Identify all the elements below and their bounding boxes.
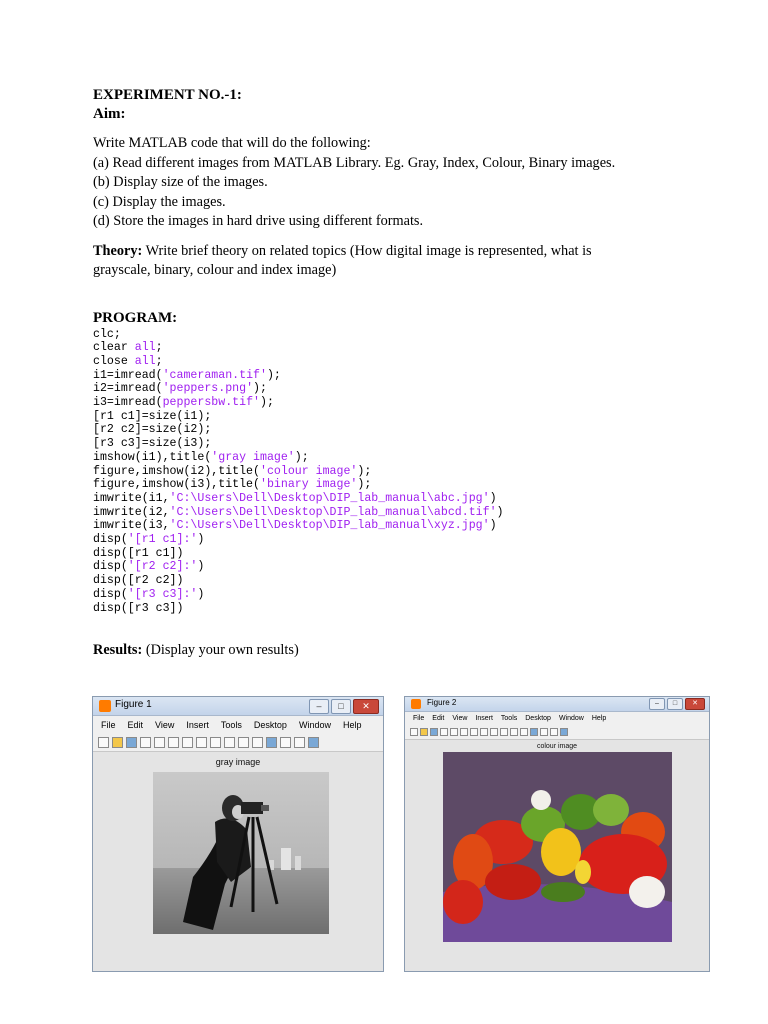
minimize-button[interactable]: – xyxy=(649,698,665,710)
axes-title-colour: colour image xyxy=(536,743,578,750)
zoom-in-icon[interactable] xyxy=(168,737,179,748)
code-line xyxy=(93,382,733,396)
menu-edit[interactable]: Edit xyxy=(127,719,144,730)
cameraman-image xyxy=(153,772,329,934)
brush-icon[interactable] xyxy=(510,728,518,736)
code-text: ); xyxy=(253,382,267,396)
code-text: imwrite(i3, xyxy=(93,519,170,533)
link-icon[interactable] xyxy=(520,728,528,736)
code-text: [r3 c3]=size(i3); xyxy=(93,437,212,451)
code-text: [r1 c1]=size(i1); xyxy=(93,409,212,423)
colorbar-icon[interactable] xyxy=(266,737,277,748)
code-text: ); xyxy=(357,478,372,492)
code-line xyxy=(93,519,733,533)
code-text: ; xyxy=(155,341,163,355)
theory-paragraph xyxy=(93,242,733,262)
menu-tools[interactable]: Tools xyxy=(220,719,242,730)
open-file-icon[interactable] xyxy=(420,728,428,736)
figure-1-titlebar[interactable] xyxy=(93,697,383,716)
code-line xyxy=(93,451,733,465)
figure-2-toolbar xyxy=(405,725,709,740)
code-line xyxy=(93,465,733,479)
code-text: ) xyxy=(496,505,504,519)
save-icon[interactable] xyxy=(430,728,438,736)
pan-icon[interactable] xyxy=(480,728,488,736)
figure-1-toolbar xyxy=(93,733,383,752)
code-string: 'cameraman.tif' xyxy=(162,368,267,382)
code-line xyxy=(93,574,733,588)
code-text: figure,imshow(i3),title( xyxy=(93,478,260,492)
colorbar-icon[interactable] xyxy=(530,728,538,736)
code-line xyxy=(93,492,733,506)
results-paragraph xyxy=(93,641,733,661)
print-icon[interactable] xyxy=(140,737,151,748)
menu-desktop[interactable]: Desktop xyxy=(253,719,287,730)
task-c: (c) Display the images. xyxy=(93,193,226,210)
code-text: ) xyxy=(489,491,497,505)
menu-view[interactable]: View xyxy=(155,719,175,730)
brush-icon[interactable] xyxy=(238,737,249,748)
experiment-heading: EXPERIMENT NO.-1: xyxy=(93,87,242,103)
menu-help[interactable]: Help xyxy=(342,719,362,730)
theory-text-2: grayscale, binary, colour and index image) xyxy=(93,262,337,278)
link-icon[interactable] xyxy=(252,737,263,748)
code-line xyxy=(93,602,733,616)
figure-2-window[interactable] xyxy=(404,696,710,972)
code-string: 'C:\Users\Dell\Desktop\DIP_lab_manual\abcd.tif' xyxy=(169,505,497,519)
new-figure-icon[interactable] xyxy=(410,728,418,736)
menu-insert[interactable]: Insert xyxy=(475,715,493,722)
code-line xyxy=(93,328,733,342)
figure-2-titlebar[interactable] xyxy=(405,697,709,712)
minimize-button[interactable]: – xyxy=(309,699,329,714)
pointer-icon[interactable] xyxy=(450,728,458,736)
menu-window[interactable]: Window xyxy=(298,719,331,730)
code-line xyxy=(93,506,733,520)
hide-tools-icon[interactable] xyxy=(294,737,305,748)
save-icon[interactable] xyxy=(126,737,137,748)
menu-file[interactable]: File xyxy=(101,719,116,730)
code-line xyxy=(93,547,733,561)
task-b: (b) Display size of the images. xyxy=(93,174,268,190)
menu-view[interactable]: View xyxy=(452,715,468,722)
code-text: clear xyxy=(93,341,135,355)
pointer-icon[interactable] xyxy=(154,737,165,748)
code-text: i3=imread( xyxy=(93,396,163,410)
legend-icon[interactable] xyxy=(280,737,291,748)
legend-icon[interactable] xyxy=(540,728,548,736)
code-string: 'C:\Users\Dell\Desktop\DIP_lab_manual\abc.jpg' xyxy=(169,491,490,505)
figure-1-window[interactable] xyxy=(92,696,384,972)
menu-tools[interactable]: Tools xyxy=(500,715,518,722)
print-icon[interactable] xyxy=(440,728,448,736)
zoom-out-icon[interactable] xyxy=(182,737,193,748)
close-button[interactable]: ✕ xyxy=(353,699,379,714)
maximize-button[interactable]: □ xyxy=(331,699,351,714)
menu-edit[interactable]: Edit xyxy=(432,715,445,722)
code-text: disp([r3 c3]) xyxy=(93,601,184,615)
code-text: close xyxy=(93,354,135,368)
results-label: Results: xyxy=(93,642,143,659)
show-tools-icon[interactable] xyxy=(308,737,319,748)
peppers-image xyxy=(443,752,672,942)
menu-insert[interactable]: Insert xyxy=(186,719,209,730)
close-button[interactable]: ✕ xyxy=(685,698,705,710)
code-text: imwrite(i1, xyxy=(93,491,170,505)
code-line xyxy=(93,423,733,437)
code-line xyxy=(93,478,733,492)
code-string: 'peppers.png' xyxy=(162,382,254,396)
code-text: disp( xyxy=(93,587,128,601)
zoom-out-icon[interactable] xyxy=(470,728,478,736)
menu-file[interactable]: File xyxy=(413,715,425,722)
code-line xyxy=(93,560,733,574)
theory-label: Theory: xyxy=(93,242,143,259)
code-line xyxy=(93,341,733,355)
maximize-button[interactable]: □ xyxy=(667,698,683,710)
code-string: '[r2 c2]:' xyxy=(127,560,198,574)
code-text: figure,imshow(i2),title( xyxy=(93,464,260,478)
menu-window[interactable]: Window xyxy=(558,715,584,722)
matlab-figure-icon xyxy=(99,700,111,712)
figure-1-menubar xyxy=(93,716,383,733)
rotate-icon[interactable] xyxy=(210,737,221,748)
new-figure-icon[interactable] xyxy=(98,737,109,748)
zoom-in-icon[interactable] xyxy=(460,728,468,736)
code-line xyxy=(93,410,733,424)
show-tools-icon[interactable] xyxy=(560,728,568,736)
code-string: all xyxy=(134,354,156,368)
code-text: ) xyxy=(197,533,205,547)
code-string: '[r3 c3]:' xyxy=(127,587,198,601)
code-text: [r2 c2]=size(i2); xyxy=(93,423,212,437)
code-string: peppersbw.tif' xyxy=(162,396,260,410)
code-text: disp([r2 c2]) xyxy=(93,574,184,588)
pan-icon[interactable] xyxy=(196,737,207,748)
code-text: disp([r1 c1]) xyxy=(93,546,184,560)
code-line xyxy=(93,396,733,410)
results-text: (Display your own results) xyxy=(142,642,299,659)
code-text: ); xyxy=(357,464,372,478)
code-string: 'gray image' xyxy=(211,450,295,464)
code-text: ); xyxy=(259,396,274,410)
code-text: imwrite(i2, xyxy=(93,505,170,519)
aim-label: Aim: xyxy=(93,106,126,122)
code-text: ) xyxy=(197,560,205,574)
code-text: ) xyxy=(197,587,205,601)
intro-text: Write MATLAB code that will do the following: xyxy=(93,135,371,151)
code-line xyxy=(93,355,733,369)
figure-2-menubar xyxy=(405,712,709,725)
figure-2-title: Figure 2 xyxy=(427,698,457,707)
code-line xyxy=(93,533,733,547)
menu-help[interactable]: Help xyxy=(591,715,607,722)
code-text: i1=imread( xyxy=(93,368,163,382)
axes-title-gray: gray image xyxy=(215,757,261,767)
code-text: clc; xyxy=(93,327,121,341)
open-file-icon[interactable] xyxy=(112,737,123,748)
data-cursor-icon[interactable] xyxy=(500,728,508,736)
data-cursor-icon[interactable] xyxy=(224,737,235,748)
document-body xyxy=(93,86,733,661)
code-line xyxy=(93,437,733,451)
code-text: disp( xyxy=(93,533,128,547)
program-label: PROGRAM: xyxy=(93,309,178,326)
code-text: disp( xyxy=(93,560,128,574)
theory-text-1: Write brief theory on related topics (How digital image is represented, what is xyxy=(142,242,592,259)
figure-1-title: Figure 1 xyxy=(115,699,152,710)
code-line xyxy=(93,588,733,602)
code-string: 'binary image' xyxy=(259,478,358,492)
code-text: ); xyxy=(294,450,309,464)
code-text: imshow(i1),title( xyxy=(93,450,212,464)
code-block xyxy=(93,328,733,616)
menu-desktop[interactable]: Desktop xyxy=(525,715,551,722)
code-text: i2=imread( xyxy=(93,382,163,396)
code-string: 'colour image' xyxy=(259,464,358,478)
rotate-icon[interactable] xyxy=(490,728,498,736)
code-text: ); xyxy=(266,368,281,382)
task-a: (a) Read different images from MATLAB Library. Eg. Gray, Index, Colour, Binary images. xyxy=(93,154,616,171)
code-string: all xyxy=(134,341,156,355)
code-text: ) xyxy=(489,519,497,533)
code-text: ; xyxy=(155,354,163,368)
hide-tools-icon[interactable] xyxy=(550,728,558,736)
matlab-figure-icon xyxy=(411,699,421,709)
code-string: 'C:\Users\Dell\Desktop\DIP_lab_manual\xyz.jpg' xyxy=(169,519,490,533)
task-d: (d) Store the images in hard drive using different formats. xyxy=(93,213,424,229)
code-string: '[r1 c1]:' xyxy=(127,533,198,547)
code-line xyxy=(93,369,733,383)
